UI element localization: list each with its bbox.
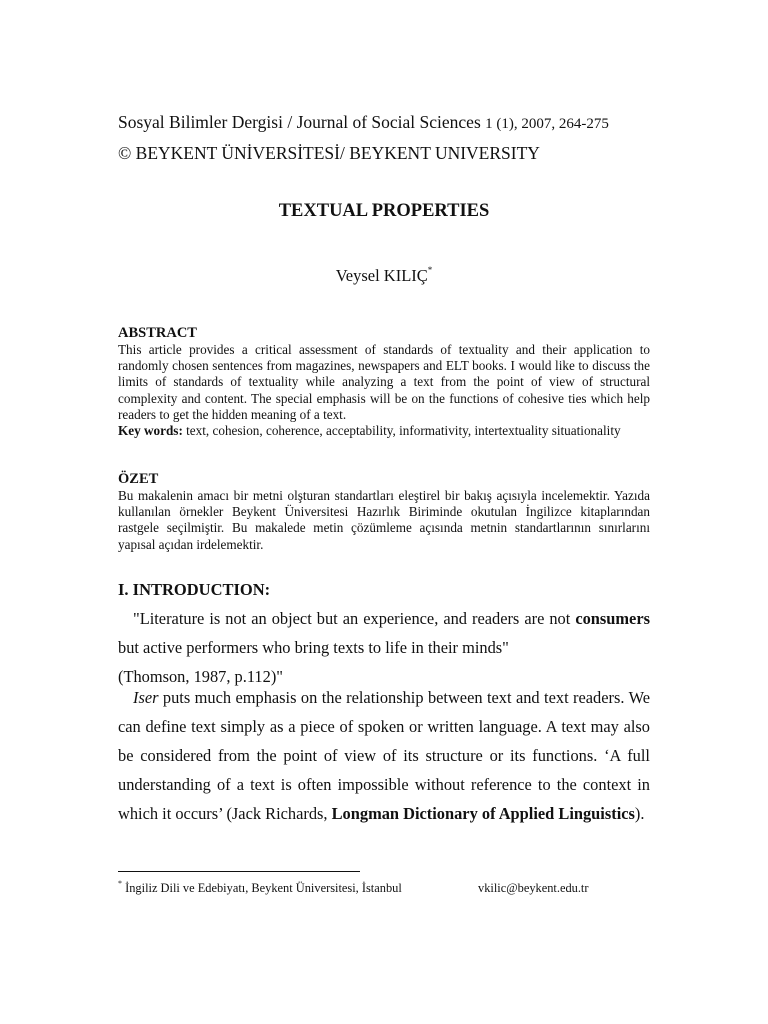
ozet-heading: ÖZET bbox=[118, 471, 159, 487]
journal-issue: 1 (1), 2007, 264-275 bbox=[485, 116, 609, 132]
footnote-email[interactable]: vkilic@beykent.edu.tr bbox=[478, 881, 589, 895]
introduction-paragraph bbox=[118, 683, 650, 828]
journal-header bbox=[118, 111, 609, 135]
intro-bold-reference: Longman Dictionary of Applied Linguistics bbox=[331, 804, 635, 824]
keywords-label: Key words: bbox=[118, 423, 183, 439]
introduction-heading: I. INTRODUCTION: bbox=[118, 580, 271, 599]
quote-part2: but active performers who bring texts to life in their minds" bbox=[118, 638, 509, 658]
footnote bbox=[118, 880, 638, 896]
footnote-divider bbox=[118, 871, 360, 872]
article-title: TEXTUAL PROPERTIES bbox=[278, 201, 490, 221]
quote-part1: "Literature is not an object but an experience, and readers are not bbox=[133, 609, 576, 628]
intro-end: ). bbox=[634, 804, 645, 824]
author-line bbox=[0, 265, 768, 287]
author-name: Veysel KILIÇ bbox=[335, 266, 428, 285]
journal-title: Sosyal Bilimler Dergisi / Journal of Social Sciences bbox=[118, 112, 481, 132]
keywords-text: text, cohesion, coherence, acceptability, informativity, intertextuality situationality bbox=[186, 423, 621, 439]
ozet-text: Bu makalenin amacı bir metni olşturan standartları eleştirel bir bakış açısıyla incelemektir. Yazıda kullanılan örnekler Beykent Üniversitesi Hazırlık Biriminde okutulan İngilizce kitaplarından rastgele seçilmiştir. Bu makalede metin çözümleme açısında metnin standartlarının sınırlarını yapısal açıdan irdelemektir. bbox=[118, 488, 650, 552]
footnote-affiliation: İngiliz Dili ve Edebiyatı, Beykent Üniversitesi, İstanbul bbox=[125, 881, 402, 895]
quote-citation: (Thomson, 1987, p.112)" bbox=[118, 667, 283, 686]
abstract-heading: ABSTRACT bbox=[118, 325, 197, 341]
intro-body: puts much emphasis on the relationship between text and text readers. We can define text simply as a piece of spoken or written language. A text may also be considered from the point of view of its structure or its functions. ‘A full understanding of a text is often impossible without reference to the context in which it occurs’ (Jack Richards, bbox=[118, 688, 650, 824]
intro-paragraph-text bbox=[118, 683, 650, 828]
footnote-mark: * bbox=[118, 879, 122, 888]
opening-quote bbox=[118, 604, 650, 662]
keywords-line bbox=[118, 423, 650, 439]
quote-paragraph bbox=[118, 604, 650, 662]
quote-bold-word: consumers bbox=[575, 609, 650, 628]
abstract-text: This article provides a critical assessment of standards of textuality and their application to randomly chosen sentences from magazines, newspapers and ELT books. I would like to discuss the limits of standards of textuality while analyzing a text from the point of view of structural complexity and content. The special emphasis will be on the functions of cohesive ties which help readers to get the hidden meaning of a text. bbox=[118, 342, 650, 422]
intro-italic-name: Iser bbox=[133, 688, 159, 707]
author-footnote-mark: * bbox=[427, 265, 433, 275]
abstract-section bbox=[118, 325, 650, 439]
copyright-line: © BEYKENT ÜNİVERSİTESİ/ BEYKENT UNIVERSITY bbox=[118, 143, 540, 163]
ozet-section bbox=[118, 471, 650, 553]
